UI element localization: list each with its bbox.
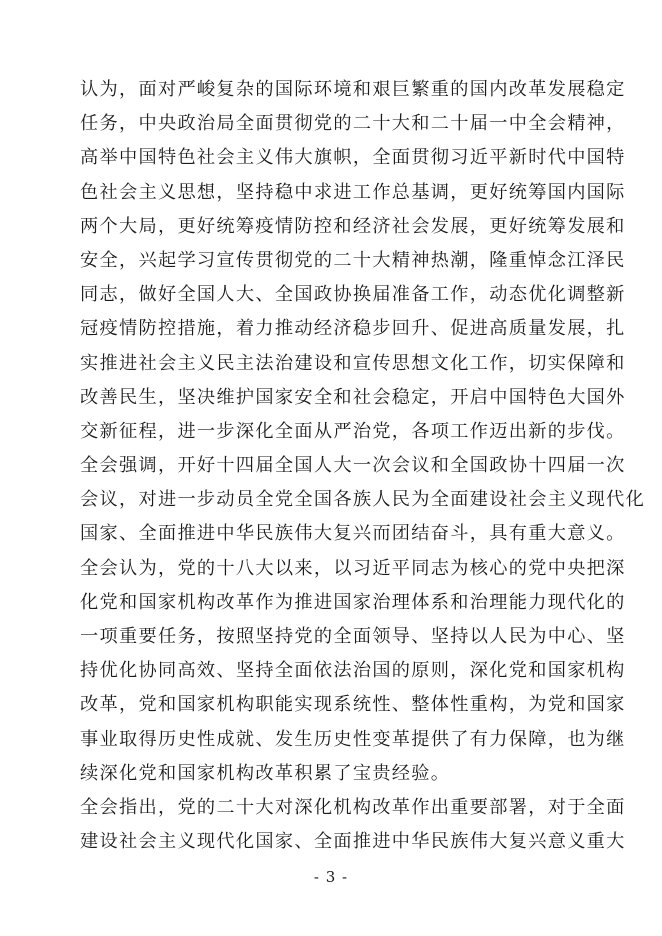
text-line: 同志，做好全国人大、全国政协换届准备工作，动态优化调整新 (80, 284, 626, 306)
text-line: 冠疫情防控措施，着力推动经济稳步回升、促进高质量发展，扎 (80, 318, 626, 340)
text-line: 持优化协同高效、坚持全面依法治国的原则，深化党和国家机构 (80, 660, 626, 682)
text-line: 续深化党和国家机构改革积累了宝贵经验。 (80, 762, 451, 784)
text-line: 两个大局，更好统筹疫情防控和经济社会发展，更好统筹发展和 (80, 215, 626, 237)
text-line: 化党和国家机构改革作为推进国家治理体系和治理能力现代化的 (80, 591, 626, 613)
text-line: 高举中国特色社会主义伟大旗帜，全面贯彻习近平新时代中国特 (80, 147, 626, 169)
text-line: 任务，中央政治局全面贯彻党的二十大和二十届一中全会精神， (80, 113, 626, 135)
text-line: 建设社会主义现代化国家、全面推进中华民族伟大复兴意义重大 (80, 831, 626, 853)
text-line: 实推进社会主义民主法治建设和宣传思想文化工作，切实保障和 (80, 352, 626, 374)
text-line: 一项重要任务，按照坚持党的全面领导、坚持以人民为中心、坚 (80, 626, 626, 647)
page-number: - 3 - (313, 868, 349, 886)
text-line: 国家、全面推进中华民族伟大复兴而团结奋斗，具有重大意义。 (80, 523, 626, 545)
text-line: 全会认为，党的十八大以来，以习近平同志为核心的党中央把深 (80, 557, 626, 579)
text-line: 认为，面对严峻复杂的国际环境和艰巨繁重的国内改革发展稳定 (80, 79, 626, 100)
text-line: 改善民生，坚决维护国家安全和社会稳定，开启中国特色大国外 (80, 386, 626, 408)
text-line: 安全，兴起学习宣传贯彻党的二十大精神热潮，隆重悼念江泽民 (80, 249, 626, 271)
text-line: 全会指出，党的二十大对深化机构改革作出重要部署，对于全面 (80, 796, 626, 818)
text-line: 交新征程，进一步深化全面从严治党，各项工作迈出新的步伐。 (80, 420, 626, 442)
text-line: 会议，对进一步动员全党全国各族人民为全面建设社会主义现代化 (80, 489, 646, 511)
text-line: 色社会主义思想，坚持稳中求进工作总基调，更好统筹国内国际 (80, 181, 626, 203)
document-body-text (80, 73, 646, 859)
text-line: 事业取得历史性成就、发生历史性变革提供了有力保障，也为继 (80, 728, 626, 750)
text-line: 全会强调，开好十四届全国人大一次会议和全国政协十四届一次 (80, 455, 626, 477)
text-line: 改革，党和国家机构职能实现系统性、整体性重构，为党和国家 (80, 694, 626, 716)
